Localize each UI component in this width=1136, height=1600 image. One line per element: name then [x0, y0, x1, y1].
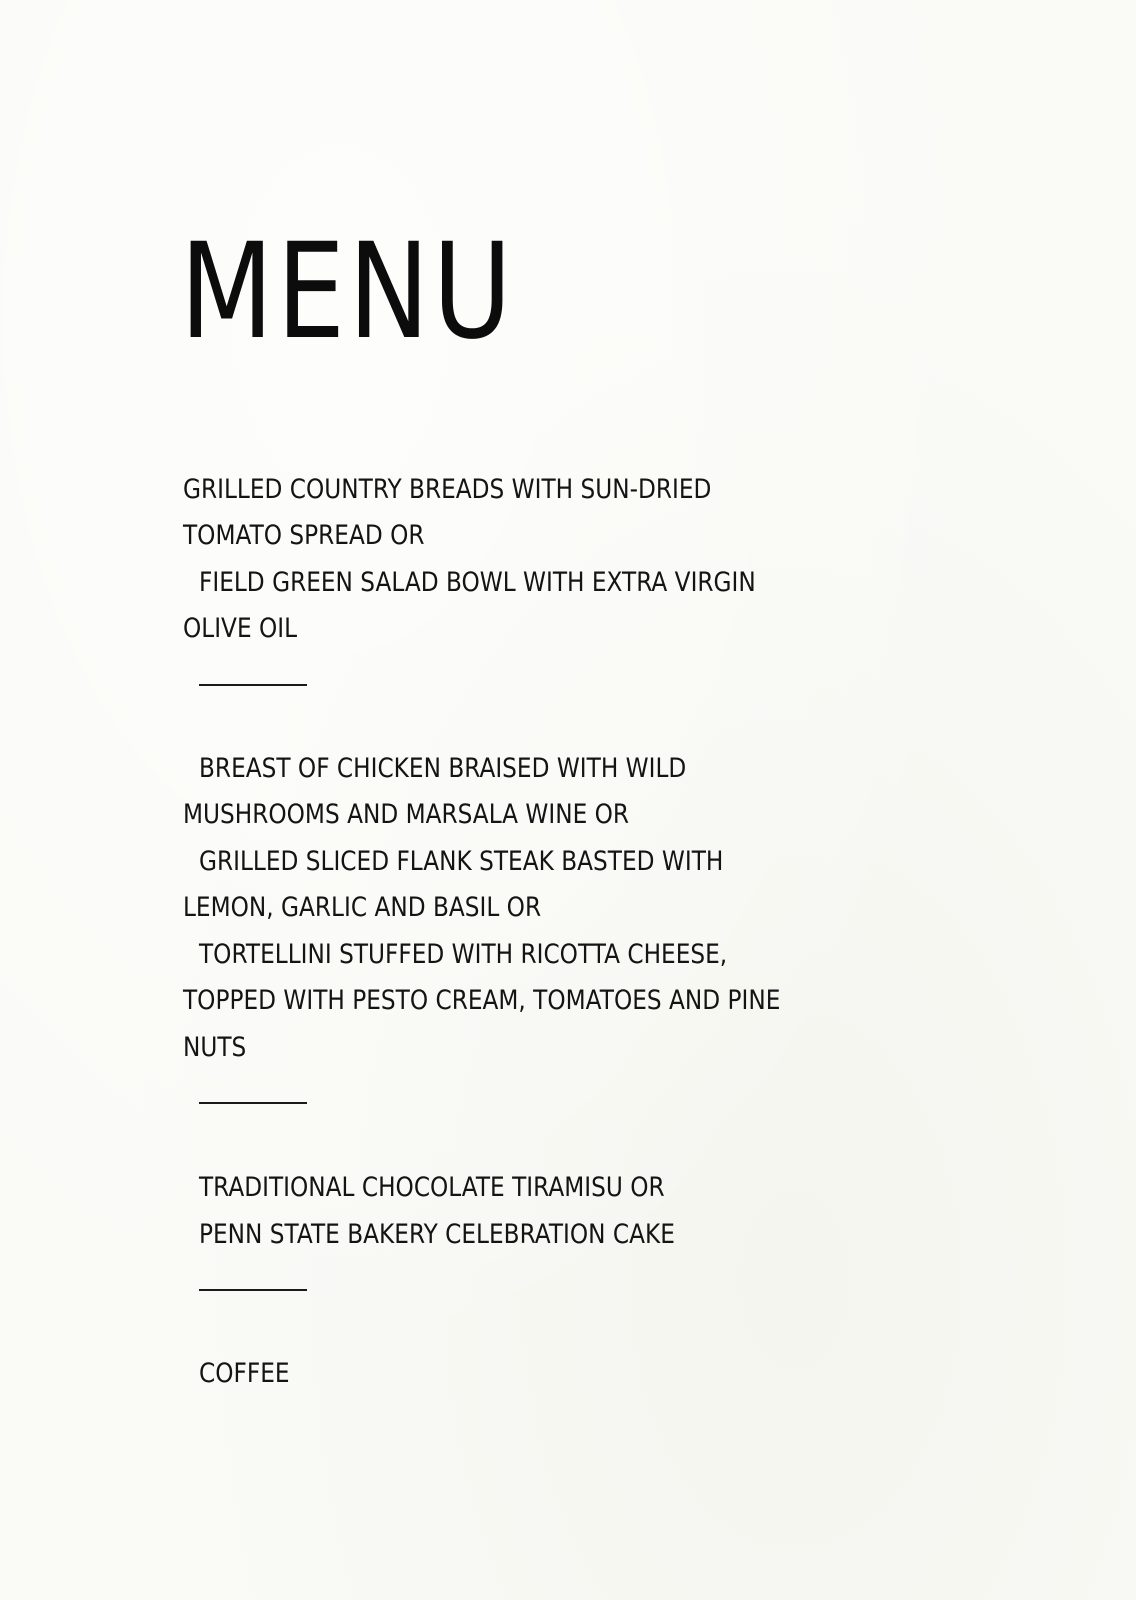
course1-line1: GRILLED COUNTRY BREADS WITH SUN-DRIED — [183, 474, 712, 505]
divider-2 — [199, 1102, 307, 1104]
course1-line3: FIELD GREEN SALAD BOWL WITH EXTRA VIRGIN — [199, 567, 756, 598]
course2-line4: LEMON, GARLIC AND BASIL OR — [183, 892, 542, 923]
course2-line5: TORTELLINI STUFFED WITH RICOTTA CHEESE, — [199, 939, 728, 970]
divider-1 — [199, 684, 307, 686]
course1-line2: TOMATO SPREAD OR — [183, 520, 425, 551]
course2-line6: TOPPED WITH PESTO CREAM, TOMATOES AND PINE — [183, 985, 781, 1016]
divider-3 — [199, 1289, 307, 1291]
menu-title: MENU — [180, 215, 516, 369]
course2-line3: GRILLED SLICED FLANK STEAK BASTED WITH — [199, 846, 724, 877]
course2-line2: MUSHROOMS AND MARSALA WINE OR — [183, 799, 630, 830]
course2-line1: BREAST OF CHICKEN BRAISED WITH WILD — [199, 753, 687, 784]
course4-line1: COFFEE — [199, 1358, 290, 1389]
course3-line2: PENN STATE BAKERY CELEBRATION CAKE — [199, 1219, 675, 1250]
course1-line4: OLIVE OIL — [183, 613, 298, 644]
course3-line1: TRADITIONAL CHOCOLATE TIRAMISU OR — [199, 1172, 665, 1203]
course2-line7: NUTS — [183, 1032, 247, 1063]
